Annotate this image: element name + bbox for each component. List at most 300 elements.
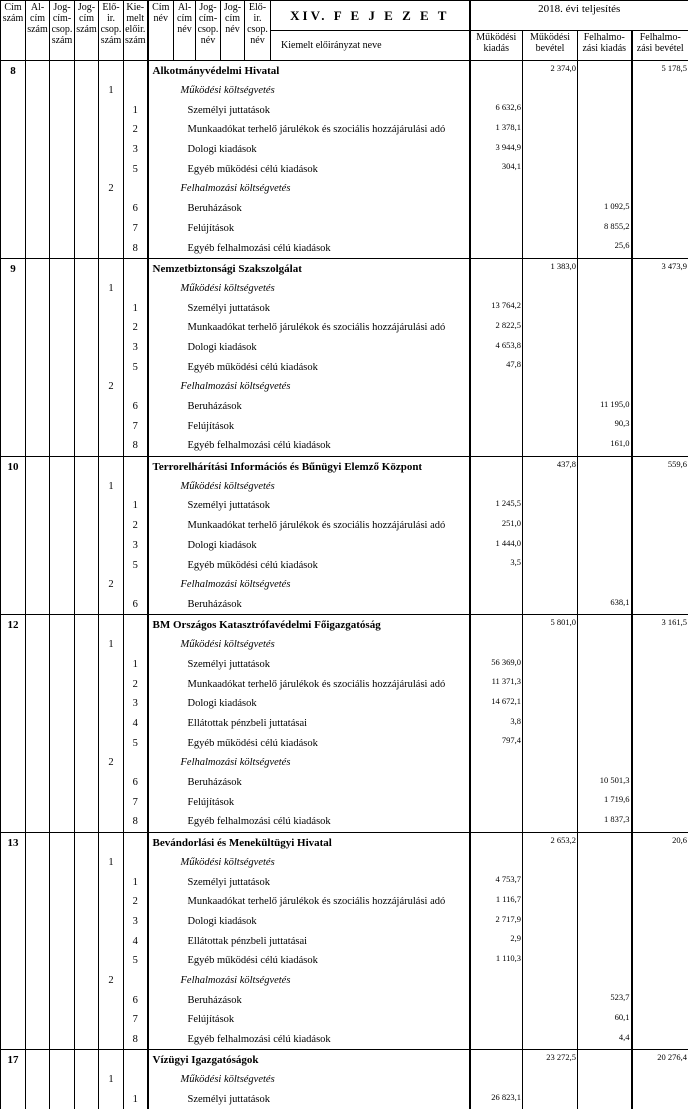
cim-szam-cell: 9 xyxy=(1,258,26,278)
table-row xyxy=(1,773,688,793)
mukodesi-kiadas-cell: 4 653,8 xyxy=(470,338,523,358)
table-row xyxy=(1,555,688,575)
felhalmozasi-bevetel-cell xyxy=(632,595,688,615)
felhalmozasi-kiadas-cell xyxy=(578,951,632,971)
mukodesi-kiadas-cell xyxy=(470,397,523,417)
eloircsop-szam-cell xyxy=(99,595,124,615)
kiemelt-szam-cell: 3 xyxy=(124,536,148,556)
eloircsop-szam-cell xyxy=(99,832,124,852)
table-row xyxy=(1,298,688,318)
jogcim-szam-cell xyxy=(75,674,99,694)
eloircsop-szam-cell: 1 xyxy=(99,1070,124,1090)
cim-szam-cell xyxy=(1,436,26,456)
felhalmozasi-bevetel-cell xyxy=(632,338,688,358)
felhalmozasi-kiadas-cell xyxy=(578,931,632,951)
eloircsop-szam-cell xyxy=(99,61,124,81)
felhalmozasi-bevetel-cell xyxy=(632,377,688,397)
mukodesi-bevetel-cell xyxy=(523,1030,578,1050)
kiemelt-szam-cell: 1 xyxy=(124,496,148,516)
appropriation-name-cell: Egyéb működési célú kiadások xyxy=(148,357,470,377)
appropriation-name-cell: Felhalmozási költségvetés xyxy=(148,575,470,595)
mukodesi-kiadas-cell: 56 369,0 xyxy=(470,655,523,675)
mukodesi-bevetel-cell: 2 653,2 xyxy=(523,832,578,852)
felhalmozasi-bevetel-cell xyxy=(632,674,688,694)
alcim-szam-cell xyxy=(26,258,50,278)
kiemelt-szam-cell: 5 xyxy=(124,951,148,971)
alcim-szam-cell xyxy=(26,140,50,160)
appropriation-name-cell: Vízügyi Igazgatóságok xyxy=(148,1050,470,1070)
felhalmozasi-bevetel-cell xyxy=(632,81,688,101)
felhalmozasi-bevetel-cell xyxy=(632,951,688,971)
felhalmozasi-bevetel-cell xyxy=(632,971,688,991)
alcim-szam-cell xyxy=(26,199,50,219)
mukodesi-kiadas-cell xyxy=(470,832,523,852)
felhalmozasi-bevetel-cell xyxy=(632,238,688,258)
mukodesi-kiadas-cell: 11 371,3 xyxy=(470,674,523,694)
section-row xyxy=(1,1050,688,1070)
table-row xyxy=(1,120,688,140)
kiemelt-szam-cell xyxy=(124,753,148,773)
felhalmozasi-kiadas-cell xyxy=(578,318,632,338)
mukodesi-kiadas-cell xyxy=(470,436,523,456)
alcim-szam-cell xyxy=(26,100,50,120)
felhalmozasi-bevetel-cell xyxy=(632,990,688,1010)
alcim-szam-cell xyxy=(26,1070,50,1090)
jogcimcsop-szam-cell xyxy=(50,733,75,753)
eloircsop-szam-cell xyxy=(99,100,124,120)
jogcimcsop-szam-cell xyxy=(50,872,75,892)
jogcim-szam-cell xyxy=(75,140,99,160)
jogcimcsop-szam-cell xyxy=(50,120,75,140)
jogcim-szam-cell xyxy=(75,1070,99,1090)
eloircsop-szam-cell xyxy=(99,416,124,436)
kiemelt-szam-cell: 2 xyxy=(124,674,148,694)
alcim-szam-cell xyxy=(26,853,50,873)
felhalmozasi-kiadas-cell xyxy=(578,516,632,536)
mukodesi-bevetel-cell xyxy=(523,377,578,397)
mukodesi-kiadas-cell: 1 245,5 xyxy=(470,496,523,516)
felhalmozasi-kiadas-cell xyxy=(578,159,632,179)
felhalmozasi-bevetel-cell xyxy=(632,655,688,675)
jogcim-szam-cell xyxy=(75,377,99,397)
felhalmozasi-bevetel-cell xyxy=(632,812,688,832)
eloircsop-szam-cell xyxy=(99,436,124,456)
mukodesi-bevetel-cell xyxy=(523,931,578,951)
appropriation-name-cell: Beruházások xyxy=(148,199,470,219)
eloircsop-szam-cell: 2 xyxy=(99,377,124,397)
jogcim-szam-cell xyxy=(75,595,99,615)
felhalmozasi-kiadas-cell: 11 195,0 xyxy=(578,397,632,417)
mukodesi-kiadas-cell xyxy=(470,456,523,476)
eloircsop-szam-cell xyxy=(99,1050,124,1070)
mukodesi-kiadas-cell xyxy=(470,971,523,991)
felhalmozasi-kiadas-cell xyxy=(578,694,632,714)
jogcim-szam-cell xyxy=(75,476,99,496)
jogcimcsop-szam-cell xyxy=(50,853,75,873)
cim-szam-cell xyxy=(1,476,26,496)
group-row xyxy=(1,377,688,397)
felhalmozasi-bevetel-cell: 3 473,9 xyxy=(632,258,688,278)
table-row xyxy=(1,318,688,338)
kiemelt-szam-cell xyxy=(124,258,148,278)
eloircsop-szam-cell: 1 xyxy=(99,81,124,101)
jogcimcsop-szam-cell xyxy=(50,140,75,160)
kiemelt-szam-cell: 1 xyxy=(124,1090,148,1109)
felhalmozasi-kiadas-cell: 10 501,3 xyxy=(578,773,632,793)
felhalmozasi-kiadas-cell xyxy=(578,258,632,278)
mukodesi-kiadas-cell: 797,4 xyxy=(470,733,523,753)
mukodesi-bevetel-cell: 23 272,5 xyxy=(523,1050,578,1070)
appropriation-name-cell: Dologi kiadások xyxy=(148,140,470,160)
mukodesi-bevetel-cell xyxy=(523,397,578,417)
table-row xyxy=(1,951,688,971)
mukodesi-bevetel-cell xyxy=(523,990,578,1010)
appropriation-name-cell: Beruházások xyxy=(148,595,470,615)
kiemelt-szam-cell xyxy=(124,456,148,476)
mukodesi-bevetel-cell xyxy=(523,219,578,239)
jogcimcsop-szam-cell xyxy=(50,951,75,971)
mukodesi-kiadas-cell xyxy=(470,258,523,278)
cim-szam-cell xyxy=(1,655,26,675)
mukodesi-kiadas-cell: 2,9 xyxy=(470,931,523,951)
mukodesi-bevetel-cell xyxy=(523,238,578,258)
eloircsop-szam-cell xyxy=(99,1090,124,1109)
mukodesi-bevetel-cell xyxy=(523,555,578,575)
jogcimcsop-szam-cell xyxy=(50,931,75,951)
jogcim-szam-cell xyxy=(75,61,99,81)
appropriation-name-cell: Munkaadókat terhelő járulékok és szociális hozzájárulási adó xyxy=(148,516,470,536)
felhalmozasi-kiadas-cell xyxy=(578,81,632,101)
table-row xyxy=(1,416,688,436)
kiemelt-szam-cell: 8 xyxy=(124,436,148,456)
appropriation-name-cell: Felújítások xyxy=(148,792,470,812)
jogcimcsop-szam-cell xyxy=(50,555,75,575)
jogcim-szam-cell xyxy=(75,951,99,971)
eloircsop-szam-cell xyxy=(99,199,124,219)
mukodesi-kiadas-cell xyxy=(470,595,523,615)
cim-szam-cell xyxy=(1,318,26,338)
appropriation-name-cell: Működési költségvetés xyxy=(148,81,470,101)
jogcim-szam-cell xyxy=(75,575,99,595)
cim-szam-cell xyxy=(1,931,26,951)
alcim-szam-cell xyxy=(26,179,50,199)
table-row xyxy=(1,674,688,694)
alcim-szam-cell xyxy=(26,338,50,358)
mukodesi-kiadas-cell: 4 753,7 xyxy=(470,872,523,892)
felhalmozasi-kiadas-cell xyxy=(578,853,632,873)
felhalmozasi-kiadas-cell: 60,1 xyxy=(578,1010,632,1030)
felhalmozasi-kiadas-cell xyxy=(578,832,632,852)
felhalmozasi-bevetel-cell xyxy=(632,516,688,536)
mukodesi-kiadas-cell xyxy=(470,792,523,812)
mukodesi-bevetel-cell xyxy=(523,516,578,536)
kiemelt-szam-cell: 7 xyxy=(124,1010,148,1030)
mukodesi-bevetel-cell xyxy=(523,1070,578,1090)
eloircsop-szam-cell xyxy=(99,812,124,832)
group-row xyxy=(1,279,688,299)
cim-szam-cell xyxy=(1,674,26,694)
jogcimcsop-szam-cell xyxy=(50,773,75,793)
jogcim-szam-cell xyxy=(75,357,99,377)
felhalmozasi-kiadas-cell xyxy=(578,140,632,160)
felhalmozasi-bevetel-cell xyxy=(632,792,688,812)
felhalmozasi-bevetel-cell xyxy=(632,714,688,734)
table-row xyxy=(1,1030,688,1050)
felhalmozasi-bevetel-cell xyxy=(632,853,688,873)
felhalmozasi-kiadas-cell xyxy=(578,377,632,397)
kiemelt-szam-cell: 2 xyxy=(124,516,148,536)
kiemelt-szam-cell: 6 xyxy=(124,397,148,417)
felhalmozasi-bevetel-cell: 559,6 xyxy=(632,456,688,476)
felhalmozasi-kiadas-cell xyxy=(578,1090,632,1109)
eloircsop-szam-cell xyxy=(99,733,124,753)
cim-szam-cell xyxy=(1,397,26,417)
alcim-szam-cell xyxy=(26,81,50,101)
jogcimcsop-szam-cell xyxy=(50,61,75,81)
appropriation-name-cell: Dologi kiadások xyxy=(148,694,470,714)
mukodesi-kiadas-cell xyxy=(470,773,523,793)
kiemelt-szam-cell: 2 xyxy=(124,892,148,912)
jogcimcsop-szam-cell xyxy=(50,219,75,239)
felhalmozasi-bevetel-cell xyxy=(632,279,688,299)
alcim-szam-cell xyxy=(26,971,50,991)
felhalmozasi-bevetel-cell xyxy=(632,416,688,436)
table-row xyxy=(1,1090,688,1109)
alcim-szam-cell xyxy=(26,1010,50,1030)
mukodesi-bevetel-cell xyxy=(523,140,578,160)
mukodesi-kiadas-cell xyxy=(470,219,523,239)
mukodesi-kiadas-cell: 1 110,3 xyxy=(470,951,523,971)
felhalmozasi-kiadas-cell: 161,0 xyxy=(578,436,632,456)
felhalmozasi-kiadas-cell xyxy=(578,753,632,773)
cim-szam-cell xyxy=(1,140,26,160)
felhalmozasi-bevetel-cell xyxy=(632,536,688,556)
felhalmozasi-bevetel-cell xyxy=(632,773,688,793)
alcim-szam-cell xyxy=(26,238,50,258)
jogcimcsop-szam-cell xyxy=(50,655,75,675)
jogcimcsop-szam-cell xyxy=(50,397,75,417)
alcim-szam-cell xyxy=(26,773,50,793)
alcim-szam-cell xyxy=(26,279,50,299)
alcim-szam-cell xyxy=(26,377,50,397)
jogcim-szam-cell xyxy=(75,238,99,258)
eloircsop-szam-cell xyxy=(99,1010,124,1030)
appropriation-name-cell: Munkaadókat terhelő járulékok és szociális hozzájárulási adó xyxy=(148,318,470,338)
alcim-szam-cell xyxy=(26,832,50,852)
col-header-mukodesi-bevetel: Működési bevétel xyxy=(523,31,578,61)
col-header-jogcimcsop-szam: Jog-cím-csop. szám xyxy=(50,1,75,61)
mukodesi-bevetel-cell xyxy=(523,536,578,556)
jogcimcsop-szam-cell xyxy=(50,179,75,199)
mukodesi-bevetel-cell xyxy=(523,595,578,615)
appropriation-name-cell: Egyéb felhalmozási célú kiadások xyxy=(148,812,470,832)
felhalmozasi-bevetel-cell xyxy=(632,100,688,120)
alcim-szam-cell xyxy=(26,655,50,675)
table-row xyxy=(1,892,688,912)
kiemelt-szam-cell: 6 xyxy=(124,199,148,219)
jogcimcsop-szam-cell xyxy=(50,635,75,655)
appropriation-name-cell: Működési költségvetés xyxy=(148,1070,470,1090)
table-row xyxy=(1,694,688,714)
felhalmozasi-kiadas-cell: 1 719,6 xyxy=(578,792,632,812)
cim-szam-cell xyxy=(1,773,26,793)
appropriation-name-cell: Felújítások xyxy=(148,416,470,436)
kiemelt-szam-cell: 3 xyxy=(124,140,148,160)
mukodesi-bevetel-cell xyxy=(523,357,578,377)
section-row xyxy=(1,258,688,278)
jogcim-szam-cell xyxy=(75,179,99,199)
felhalmozasi-kiadas-cell xyxy=(578,635,632,655)
kiemelt-szam-cell: 3 xyxy=(124,338,148,358)
table-row xyxy=(1,397,688,417)
appropriation-name-cell: Egyéb működési célú kiadások xyxy=(148,555,470,575)
kiemelt-szam-cell xyxy=(124,853,148,873)
mukodesi-kiadas-cell: 6 632,6 xyxy=(470,100,523,120)
felhalmozasi-bevetel-cell xyxy=(632,733,688,753)
kiemelt-szam-cell xyxy=(124,971,148,991)
mukodesi-kiadas-cell: 1 116,7 xyxy=(470,892,523,912)
cim-szam-cell xyxy=(1,971,26,991)
appropriation-name-cell: Felhalmozási költségvetés xyxy=(148,377,470,397)
appropriation-name-cell: Egyéb felhalmozási célú kiadások xyxy=(148,436,470,456)
jogcim-szam-cell xyxy=(75,694,99,714)
mukodesi-kiadas-cell: 3,5 xyxy=(470,555,523,575)
jogcimcsop-szam-cell xyxy=(50,792,75,812)
felhalmozasi-kiadas-cell xyxy=(578,971,632,991)
jogcim-szam-cell xyxy=(75,1090,99,1109)
felhalmozasi-kiadas-cell xyxy=(578,179,632,199)
mukodesi-bevetel-cell xyxy=(523,951,578,971)
mukodesi-bevetel-cell xyxy=(523,199,578,219)
group-row xyxy=(1,635,688,655)
mukodesi-bevetel-cell xyxy=(523,81,578,101)
table-header xyxy=(1,1,688,61)
eloircsop-szam-cell xyxy=(99,912,124,932)
cim-szam-cell: 17 xyxy=(1,1050,26,1070)
mukodesi-kiadas-cell xyxy=(470,853,523,873)
felhalmozasi-bevetel-cell xyxy=(632,1090,688,1109)
col-header-cim-nev: Cím név xyxy=(148,1,174,61)
kiemelt-szam-cell: 6 xyxy=(124,595,148,615)
mukodesi-kiadas-cell xyxy=(470,1030,523,1050)
jogcimcsop-szam-cell xyxy=(50,1090,75,1109)
felhalmozasi-bevetel-cell xyxy=(632,318,688,338)
mukodesi-bevetel-cell xyxy=(523,773,578,793)
jogcim-szam-cell xyxy=(75,1010,99,1030)
felhalmozasi-kiadas-cell xyxy=(578,1070,632,1090)
jogcimcsop-szam-cell xyxy=(50,892,75,912)
jogcimcsop-szam-cell xyxy=(50,357,75,377)
kiemelt-szam-cell: 6 xyxy=(124,990,148,1010)
cim-szam-cell xyxy=(1,812,26,832)
cim-szam-cell xyxy=(1,279,26,299)
appropriation-name-cell: Dologi kiadások xyxy=(148,912,470,932)
alcim-szam-cell xyxy=(26,575,50,595)
felhalmozasi-kiadas-cell xyxy=(578,615,632,635)
eloircsop-szam-cell: 2 xyxy=(99,971,124,991)
felhalmozasi-kiadas-cell xyxy=(578,536,632,556)
alcim-szam-cell xyxy=(26,1050,50,1070)
mukodesi-bevetel-cell xyxy=(523,753,578,773)
group-row xyxy=(1,81,688,101)
jogcim-szam-cell xyxy=(75,753,99,773)
cim-szam-cell xyxy=(1,753,26,773)
eloircsop-szam-cell xyxy=(99,357,124,377)
mukodesi-bevetel-cell xyxy=(523,575,578,595)
jogcim-szam-cell xyxy=(75,635,99,655)
felhalmozasi-kiadas-cell xyxy=(578,298,632,318)
kiemelt-szam-cell: 8 xyxy=(124,1030,148,1050)
mukodesi-bevetel-cell xyxy=(523,792,578,812)
section-row xyxy=(1,832,688,852)
col-header-alcim-nev: Al-cím név xyxy=(174,1,196,61)
felhalmozasi-bevetel-cell xyxy=(632,635,688,655)
jogcimcsop-szam-cell xyxy=(50,1070,75,1090)
alcim-szam-cell xyxy=(26,397,50,417)
appropriation-name-cell: Ellátottak pénzbeli juttatásai xyxy=(148,931,470,951)
eloircsop-szam-cell xyxy=(99,655,124,675)
cim-szam-cell xyxy=(1,951,26,971)
mukodesi-kiadas-cell xyxy=(470,476,523,496)
jogcim-szam-cell xyxy=(75,555,99,575)
table-row xyxy=(1,536,688,556)
mukodesi-kiadas-cell xyxy=(470,1010,523,1030)
felhalmozasi-bevetel-cell xyxy=(632,476,688,496)
alcim-szam-cell xyxy=(26,555,50,575)
cim-szam-cell xyxy=(1,159,26,179)
alcim-szam-cell xyxy=(26,1090,50,1109)
felhalmozasi-bevetel-cell: 3 161,5 xyxy=(632,615,688,635)
table-row xyxy=(1,219,688,239)
mukodesi-bevetel-cell xyxy=(523,159,578,179)
mukodesi-bevetel-cell xyxy=(523,436,578,456)
table-row xyxy=(1,436,688,456)
cim-szam-cell xyxy=(1,219,26,239)
appropriation-name-cell: Felhalmozási költségvetés xyxy=(148,179,470,199)
col-header-alcim-szam: Al-cím szám xyxy=(26,1,50,61)
jogcim-szam-cell xyxy=(75,100,99,120)
felhalmozasi-kiadas-cell xyxy=(578,912,632,932)
felhalmozasi-kiadas-cell xyxy=(578,892,632,912)
col-header-mukodesi-kiadas: Működési kiadás xyxy=(470,31,523,61)
jogcim-szam-cell xyxy=(75,990,99,1010)
appropriation-name-cell: Felújítások xyxy=(148,1010,470,1030)
mukodesi-kiadas-cell xyxy=(470,635,523,655)
cim-szam-cell xyxy=(1,298,26,318)
felhalmozasi-kiadas-cell: 4,4 xyxy=(578,1030,632,1050)
eloircsop-szam-cell xyxy=(99,694,124,714)
appropriation-name-cell: Egyéb működési célú kiadások xyxy=(148,159,470,179)
felhalmozasi-kiadas-cell xyxy=(578,476,632,496)
col-header-jogcim-nev: Jog-cím név xyxy=(221,1,245,61)
mukodesi-kiadas-cell: 2 717,9 xyxy=(470,912,523,932)
table-row xyxy=(1,199,688,219)
eloircsop-szam-cell xyxy=(99,773,124,793)
jogcimcsop-szam-cell xyxy=(50,1050,75,1070)
eloircsop-szam-cell xyxy=(99,219,124,239)
jogcimcsop-szam-cell xyxy=(50,279,75,299)
kiemelt-szam-cell xyxy=(124,81,148,101)
cim-szam-cell xyxy=(1,1030,26,1050)
cim-szam-cell xyxy=(1,199,26,219)
eloircsop-szam-cell: 2 xyxy=(99,753,124,773)
table-row xyxy=(1,1010,688,1030)
col-header-cim-szam: Cím szám xyxy=(1,1,26,61)
alcim-szam-cell xyxy=(26,990,50,1010)
mukodesi-bevetel-cell xyxy=(523,100,578,120)
jogcimcsop-szam-cell xyxy=(50,536,75,556)
jogcim-szam-cell xyxy=(75,931,99,951)
